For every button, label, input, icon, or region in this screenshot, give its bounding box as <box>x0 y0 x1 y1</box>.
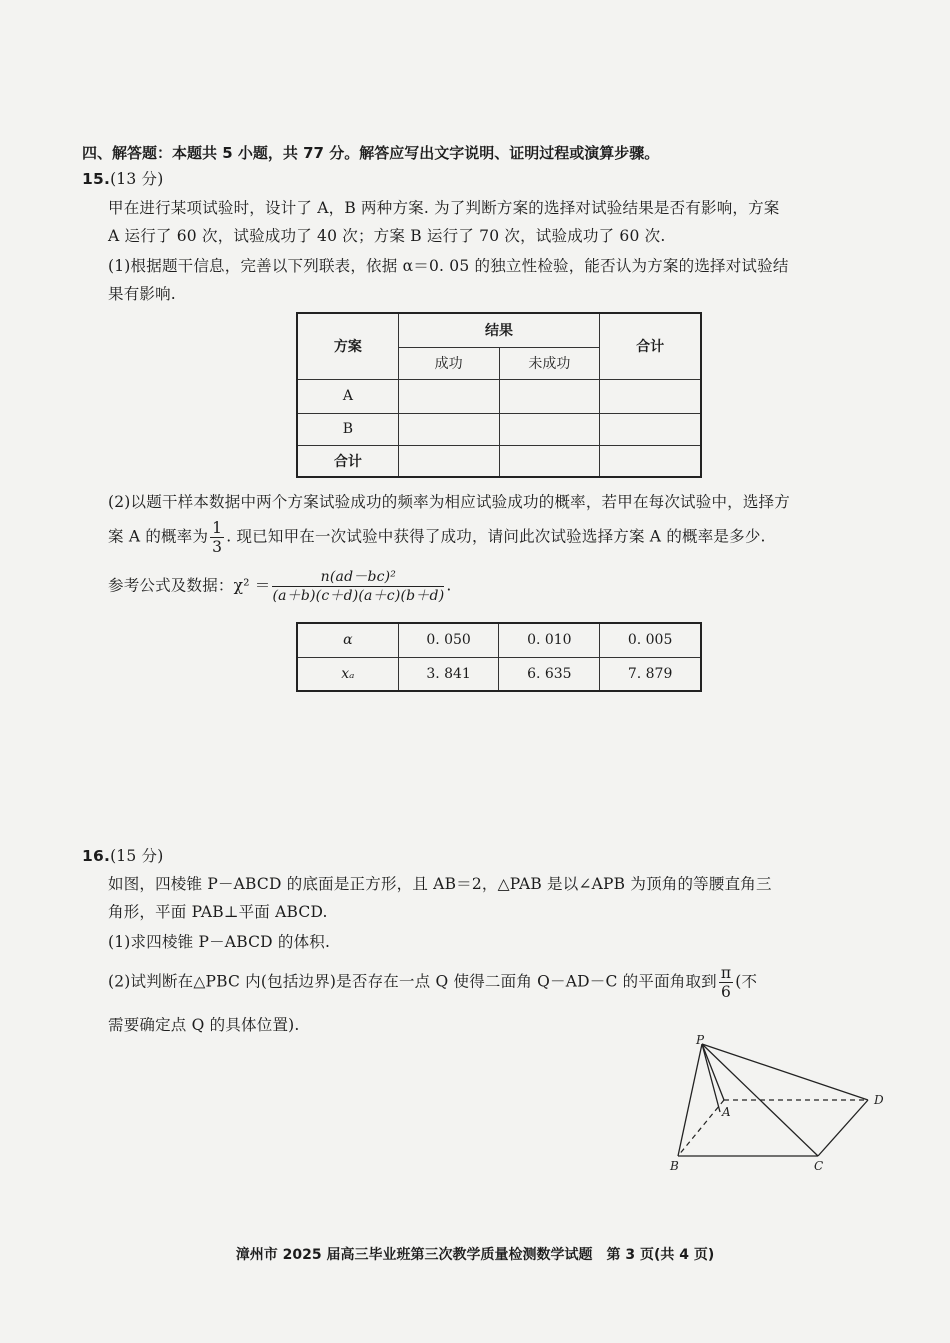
header-result: 结果 <box>398 313 600 347</box>
q15-intro-line-1: 甲在进行某项试验时，设计了 A，B 两种方案. 为了判断方案的选择对试验结果是否有影响，方案 <box>108 199 780 217</box>
formula-end: . <box>446 576 452 595</box>
frac-numerator: 1 <box>212 519 223 537</box>
table-cell <box>499 413 600 445</box>
section-title: 四、解答题：本题共 5 小题，共 77 分。解答应写出文字说明、证明过程或演算步骤。 <box>82 144 660 162</box>
fraction-one-third <box>210 519 224 556</box>
frac-denominator: 6 <box>721 983 732 1001</box>
table-cell <box>398 445 499 477</box>
edge-pd <box>702 1044 868 1100</box>
frac-numerator: π <box>720 964 732 982</box>
reference-formula <box>108 568 452 605</box>
question-15-header <box>82 166 164 192</box>
alpha-value: 0. 050 <box>398 623 499 657</box>
page-footer: 漳州市 2025 届高三毕业班第三次教学质量检测数学试题 第 3 页(共 4 页) <box>235 1247 715 1263</box>
contingency-table <box>296 312 702 478</box>
row-label-a: A <box>297 379 398 413</box>
q16-part2-text-a: (2)试判断在△PBC 内(包括边界)是否存在一点 Q 使得二面角 Q－AD－C 的平面角取到 <box>108 972 717 991</box>
alpha-label: α <box>297 623 398 657</box>
q15-part2-text-b: . 现已知甲在一次试验中获得了成功，请问此次试验选择方案 A 的概率是多少. <box>226 527 766 546</box>
header-total: 合计 <box>600 313 701 379</box>
edge-pa <box>702 1044 724 1100</box>
formula-numerator: n(ad－bc)² <box>272 568 444 587</box>
q15-part1-line-2: 果有影响. <box>108 285 176 303</box>
q16-part1: (1)求四棱锥 P－ABCD 的体积. <box>108 933 331 951</box>
formula-denominator: (a＋b)(c＋d)(a＋c)(b＋d) <box>272 588 445 604</box>
question-16-header <box>82 843 164 869</box>
q16-part2-line-2: 需要确定点 Q 的具体位置). <box>108 1016 300 1034</box>
label-d: D <box>874 1093 884 1107</box>
alpha-value: 0. 010 <box>499 623 600 657</box>
header-success: 成功 <box>398 347 499 379</box>
segment-p-foot <box>702 1044 720 1112</box>
row-label-total: 合计 <box>297 445 398 477</box>
label-b: B <box>670 1159 679 1173</box>
table-cell <box>600 379 701 413</box>
question-points: (13 分) <box>110 170 164 188</box>
chi-square-fraction <box>272 568 444 605</box>
q15-part2-line-2 <box>108 519 766 556</box>
q15-part2-line-1: (2)以题干样本数据中两个方案试验成功的频率为相应试验成功的概率，若甲在每次试验中，选择方 <box>108 493 790 511</box>
label-p: P <box>696 1033 705 1047</box>
frac-denominator: 3 <box>212 538 223 556</box>
table-cell <box>600 445 701 477</box>
fraction-pi-over-six <box>719 964 733 1001</box>
critical-value: 3. 841 <box>398 657 499 691</box>
row-label-b: B <box>297 413 398 445</box>
edge-pb <box>678 1044 702 1156</box>
table-cell <box>398 379 499 413</box>
q15-part2-text-a: 案 A 的概率为 <box>108 527 209 546</box>
table-cell <box>499 445 600 477</box>
header-fail: 未成功 <box>499 347 600 379</box>
edge-cd <box>818 1100 868 1156</box>
question-points: (15 分) <box>110 847 164 865</box>
q16-part2-line-1 <box>108 964 757 1001</box>
label-a: A <box>722 1105 731 1119</box>
edge-ab-hidden <box>678 1100 724 1156</box>
table-cell <box>600 413 701 445</box>
header-scheme: 方案 <box>297 313 398 379</box>
formula-label: 参考公式及数据：χ² ＝ <box>108 576 271 595</box>
q16-line-2: 角形，平面 PAB⊥平面 ABCD. <box>108 903 328 921</box>
critical-value: 7. 879 <box>600 657 701 691</box>
x-alpha-label: xₐ <box>297 657 398 691</box>
q15-intro-line-2: A 运行了 60 次，试验成功了 40 次；方案 B 运行了 70 次，试验成功了 60 次. <box>108 227 666 245</box>
table-cell <box>398 413 499 445</box>
pyramid-figure <box>660 1032 900 1177</box>
q16-part2-text-b: (不 <box>735 972 758 991</box>
table-cell <box>499 379 600 413</box>
question-number: 16. <box>82 847 111 865</box>
alpha-value: 0. 005 <box>600 623 701 657</box>
label-c: C <box>814 1159 824 1173</box>
q15-part1-line-1: (1)根据题干信息，完善以下列联表，依据 α＝0. 05 的独立性检验，能否认为方案的选择对试验结 <box>108 257 789 275</box>
critical-value: 6. 635 <box>499 657 600 691</box>
question-number: 15. <box>82 170 111 188</box>
critical-value-table <box>296 622 702 692</box>
q16-line-1: 如图，四棱锥 P－ABCD 的底面是正方形，且 AB＝2，△PAB 是以∠APB 为顶角的等腰直角三 <box>108 875 772 893</box>
